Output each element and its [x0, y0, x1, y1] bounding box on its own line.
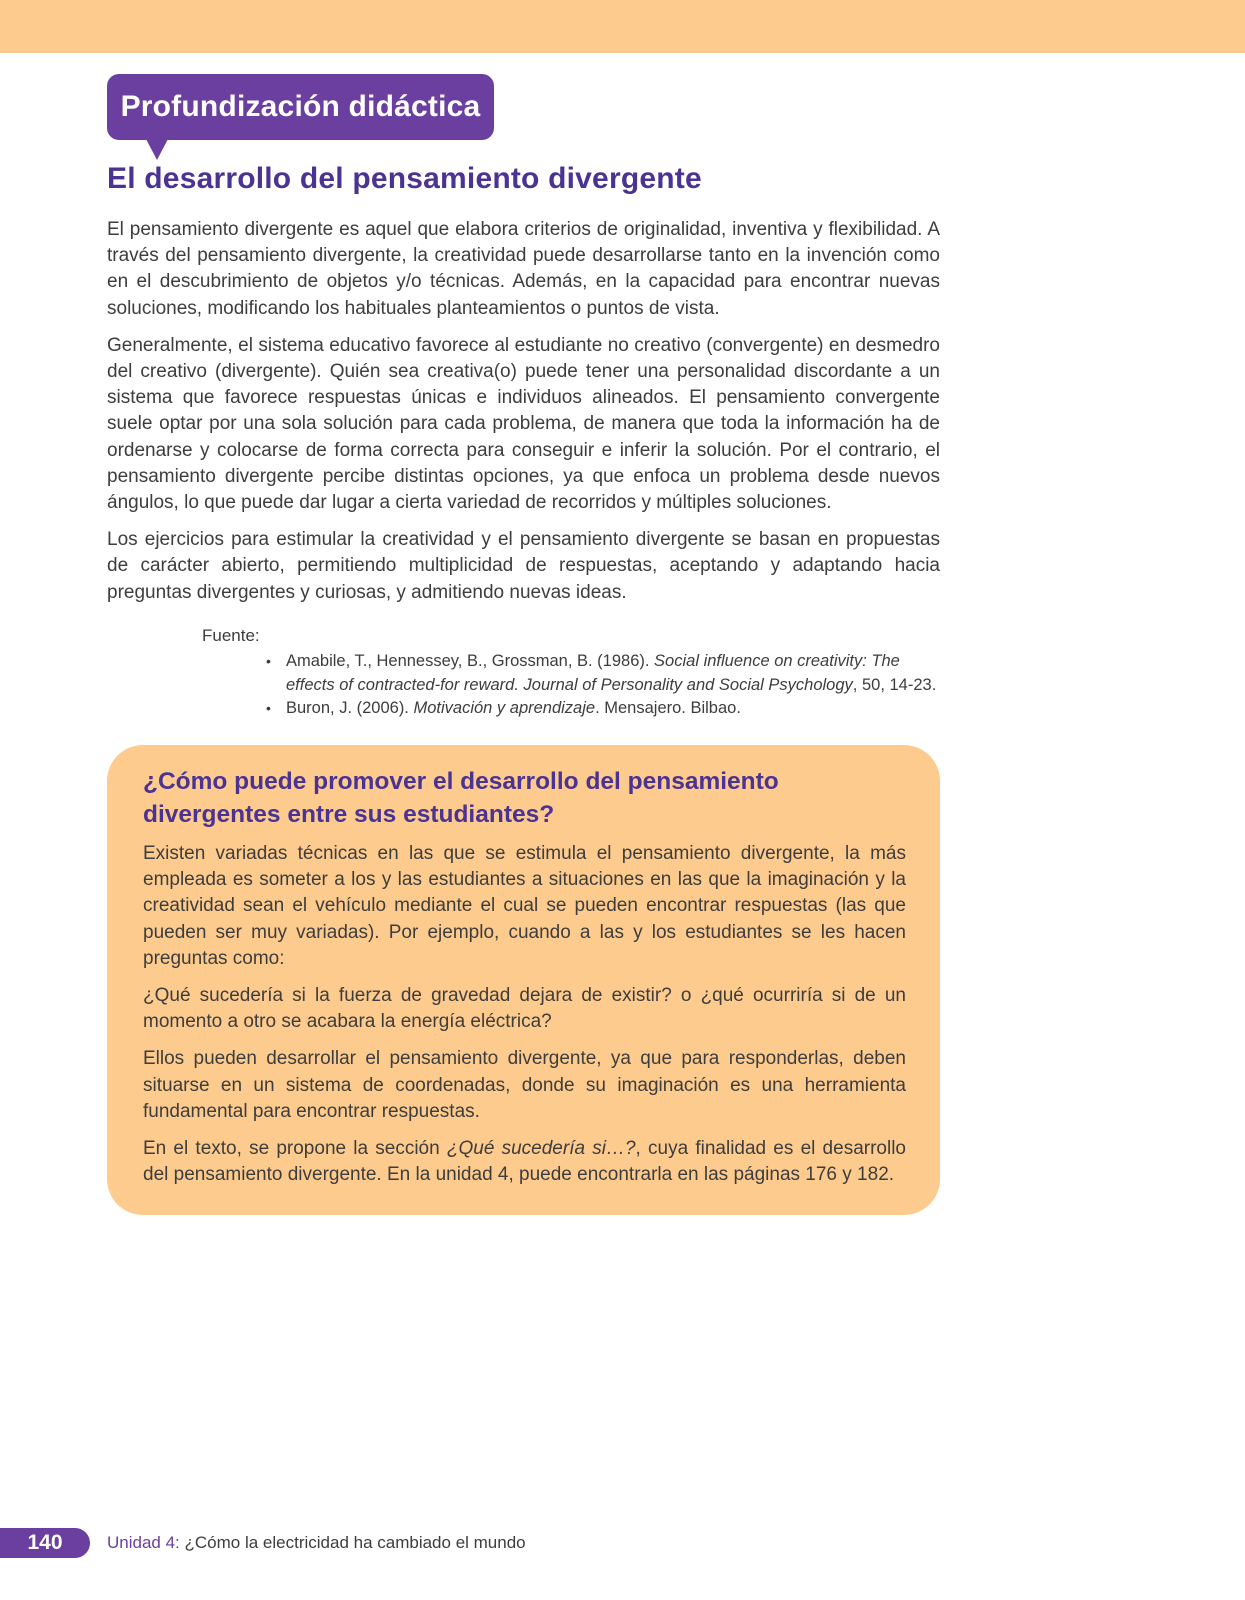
callout-paragraph — [143, 1136, 906, 1188]
callout-paragraph: ¿Qué sucedería si la fuerza de gravedad dejara de existir? o ¿qué ocurriría si de un momento a otro se acabara la energía eléctrica? — [143, 985, 906, 1033]
source-text: Amabile, T., Hennessey, B., Grossman, B. (1986). — [286, 652, 655, 670]
callout-text: , cuya finalidad es el desarrollo del pensamiento divergente. En la unidad 4, puede encontrarla en las páginas 176 y 182. — [143, 1138, 906, 1186]
body-paragraph: El pensamiento divergente es aquel que elabora criterios de originalidad, inventiva y flexibilidad. A través del pensamiento divergente, la creatividad puede desarrollarse tanto en la invención como en el descubrimiento de objetos y/o técnicas. Además, en la capacidad para encontrar nuevas soluciones, modificando los habituales planteamientos o puntos de vista. — [107, 219, 940, 319]
section-tag-pointer — [146, 139, 168, 160]
section-tag: Profundización didáctica — [107, 74, 494, 140]
source-item — [286, 697, 942, 721]
body-paragraph: Generalmente, el sistema educativo favorece al estudiante no creativo (convergente) en desmedro del creativo (divergente). Quién sea creativa(o) puede tener una personalidad discordante a un sistema que favorece respuestas únicas e individuos alineados. El pensamiento convergente suele optar por una sola solución para cada problema, de manera que toda la información ha de ordenarse y colocarse de forma correcta para conseguir e inferir la solución. Por el contrario, el pensamiento divergente percibe distintas opciones, ya que enfoca un problema desde nuevos ángulos, lo que puede dar lugar a cierta variedad de recorridos y múltiples soluciones. — [107, 334, 940, 514]
source-italic: Social influence on creativity: The effects of contracted-for reward. Journal of Personality and Social Psychology — [286, 652, 900, 694]
top-decorative-band — [0, 0, 1245, 53]
sources-label: Fuente: — [202, 626, 260, 645]
page-title: El desarrollo del pensamiento divergente — [107, 162, 702, 195]
callout-italic: ¿Qué sucedería si…? — [446, 1138, 636, 1160]
page-number: 140 — [0, 1528, 90, 1558]
callout-heading: ¿Cómo puede promover el desarrollo del pensamiento divergentes entre sus estudiantes? — [143, 768, 779, 828]
source-italic: Motivación y aprendizaje — [413, 699, 596, 717]
body-paragraph: Los ejercicios para estimular la creatividad y el pensamiento divergente se basan en propuestas de carácter abierto, permitiendo multiplicidad de respuestas, aceptando y adaptando hacia preguntas divergentes y curiosas, y admitiendo nuevas ideas. — [107, 529, 940, 603]
footer-unit-title: ¿Cómo la electricidad ha cambiado el mundo — [179, 1533, 526, 1552]
callout-paragraph: Existen variadas técnicas en las que se estimula el pensamiento divergente, la más empleada es someter a los y las estudiantes a situaciones en las que la imaginación y la creatividad sean el vehículo mediante el cual se pueden encontrar respuestas (las que pueden ser muy variadas). Por ejemplo, cuando a las y los estudiantes se les hacen preguntas como: — [143, 843, 906, 969]
source-item — [286, 650, 942, 697]
body-text — [107, 217, 940, 617]
callout-paragraph: Ellos pueden desarrollar el pensamiento divergente, ya que para responderlas, deben situarse en un sistema de coordenadas, donde su imaginación es una herramienta fundamental para encontrar respuestas. — [143, 1048, 906, 1122]
source-text: Buron, J. (2006). — [286, 699, 414, 717]
footer-unit-label: Unidad 4: — [107, 1533, 180, 1552]
sources — [202, 626, 942, 721]
callout-box — [107, 745, 940, 1215]
source-text: , 50, 14-23. — [852, 675, 937, 694]
callout-text: En el texto, se propone la sección — [143, 1138, 447, 1160]
sources-list — [202, 650, 942, 721]
source-text: . Mensajero. Bilbao. — [595, 699, 741, 717]
footer — [107, 1533, 526, 1553]
